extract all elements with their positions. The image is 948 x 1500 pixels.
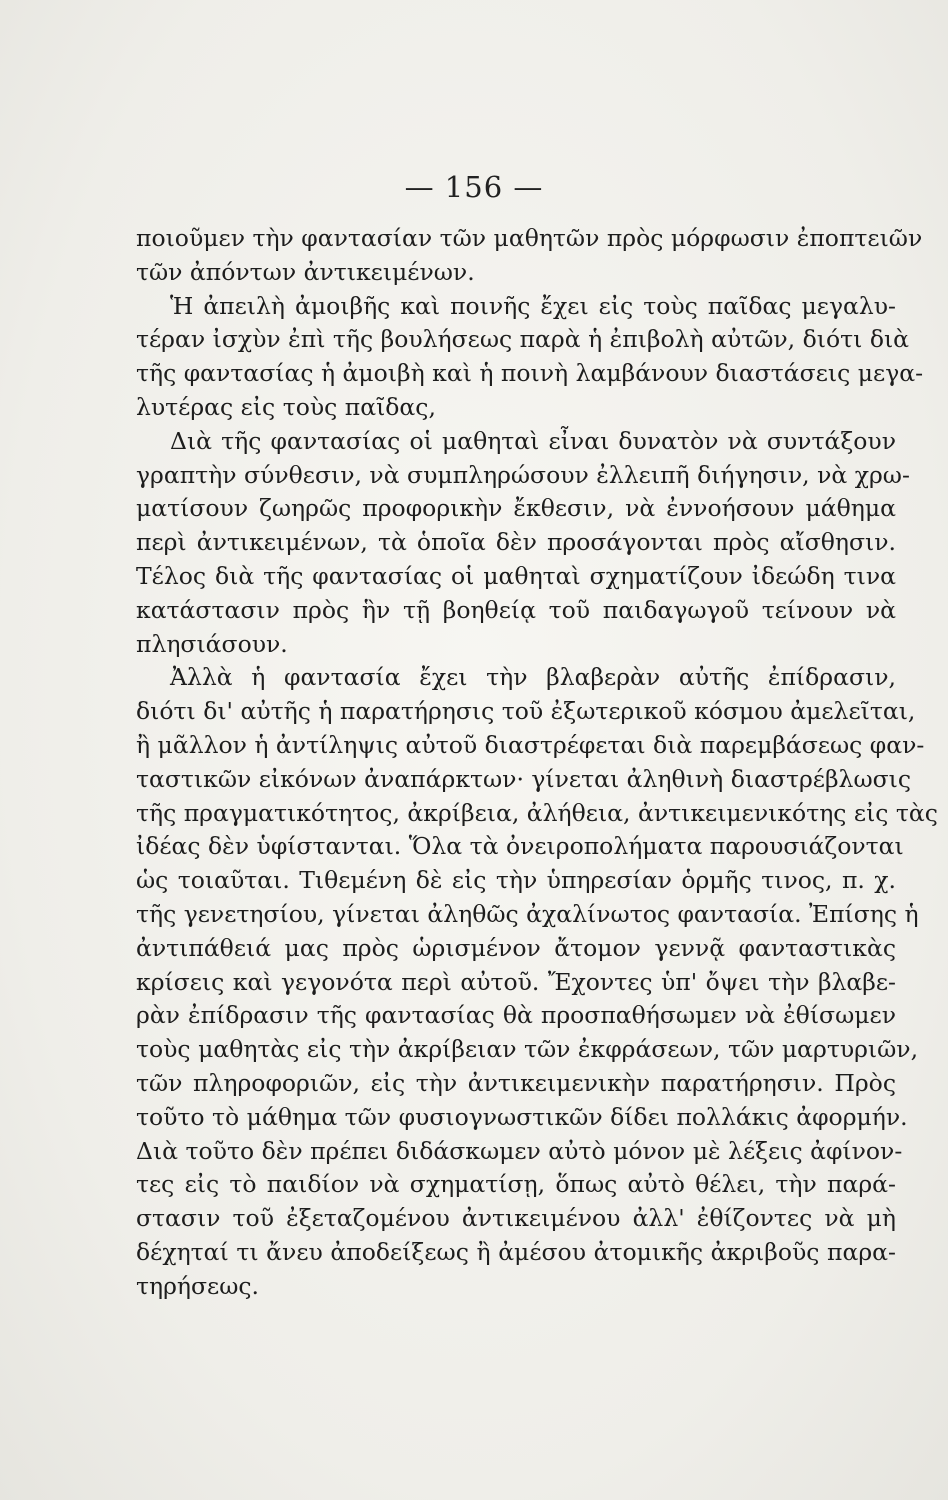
text-line: τηρήσεως. [136, 1271, 259, 1300]
text-line: Διὰ τῆς φαντασίας οἱ μαθηταὶ εἶναι δυνατὸν νὰ συντάξουν [170, 426, 896, 455]
text-line: ματίσουν ζωηρῶς προφορικὴν ἔκθεσιν, νὰ ἐννοήσουν μάθημα [136, 494, 896, 523]
text-line: περὶ ἀντικειμένων, τὰ ὁποῖα δὲν προσάγονται πρὸς αἴσθησιν. [136, 528, 896, 557]
text-line: ὡς τοιαῦται. Τιθεμένη δὲ εἰς τὴν ὑπηρεσίαν ὁρμῆς τινος, π. χ. [136, 866, 896, 895]
text-line: κρίσεις καὶ γεγονότα περὶ αὐτοῦ. Ἔχοντες ὑπ' ὄψει τὴν βλαβε- [136, 967, 896, 996]
text-line: τοὺς μαθητὰς εἰς τὴν ἀκρίβειαν τῶν ἐκφράσεων, τῶν μαρτυριῶν, [136, 1035, 919, 1064]
text-line: τέραν ἰσχὺν ἐπὶ τῆς βουλήσεως παρὰ ἡ ἐπιβολὴ αὐτῶν, διότι διὰ [136, 325, 910, 354]
text-line: τῆς γενετησίου, γίνεται ἀληθῶς ἀχαλίνωτος φαντασία. Ἐπίσης ἡ [136, 899, 919, 928]
text-line: τῶν πληροφοριῶν, εἰς τὴν ἀντικειμενικὴν παρατήρησιν. Πρὸς [136, 1068, 896, 1097]
text-line: Ἡ ἀπειλὴ ἀμοιβῆς καὶ ποινῆς ἔχει εἰς τοὺς παῖδας μεγαλυ- [170, 291, 896, 320]
text-line: τῆς πραγματικότητος, ἀκρίβεια, ἀλήθεια, ἀντικειμενικότης εἰς τὰς [136, 798, 938, 827]
text-line: ἰδέας δὲν ὑφίστανται. Ὅλα τὰ ὀνειροπολήματα παρουσιάζονται [136, 832, 904, 861]
text-line: στασιν τοῦ ἐξεταζομένου ἀντικειμένου ἀλλ' ἐθίζοντες νὰ μὴ [136, 1204, 896, 1233]
text-line: ἢ μᾶλλον ἡ ἀντίληψις αὐτοῦ διαστρέφεται διὰ παρεμβάσεως φαν- [136, 730, 925, 759]
body-text [136, 222, 938, 1304]
text-line: κατάστασιν πρὸς ἣν τῇ βοηθείᾳ τοῦ παιδαγωγοῦ τείνουν νὰ [136, 595, 896, 624]
text-line: ταστικῶν εἰκόνων ἀναπάρκτων· γίνεται ἀληθινὴ διαστρέβλωσις [136, 764, 912, 793]
text-line: τοῦτο τὸ μάθημα τῶν φυσιογνωστικῶν δίδει πολλάκις ἀφορμήν. [136, 1102, 908, 1131]
text-line: Ἀλλὰ ἡ φαντασία ἔχει τὴν βλαβερὰν αὐτῆς ἐπίδρασιν, [170, 663, 896, 692]
text-line: δέχηταί τι ἄνευ ἀποδείξεως ἢ ἀμέσου ἀτομικῆς ἀκριβοῦς παρα- [136, 1237, 896, 1266]
text-line: πλησιάσουν. [136, 629, 288, 658]
text-line: ρὰν ἐπίδρασιν τῆς φαντασίας θὰ προσπαθήσωμεν νὰ ἐθίσωμεν [136, 1001, 896, 1030]
text-line: τες εἰς τὸ παιδίον νὰ σχηματίσῃ, ὅπως αὐτὸ θέλει, τὴν παρά- [136, 1170, 896, 1199]
text-line: διότι δι' αὐτῆς ἡ παρατήρησις τοῦ ἐξωτερικοῦ κόσμου ἀμελεῖται, [136, 697, 916, 726]
text-line: Τέλος διὰ τῆς φαντασίας οἱ μαθηταὶ σχηματίζουν ἰδεώδη τινα [136, 561, 896, 590]
text-line: ἀντιπάθειά μας πρὸς ὡρισμένον ἄτομον γεννᾷ φανταστικὰς [136, 933, 896, 962]
text-line: ποιοῦμεν τὴν φαντασίαν τῶν μαθητῶν πρὸς μόρφωσιν ἐποπτειῶν [136, 224, 923, 252]
text-line: τῶν ἀπόντων ἀντικειμένων. [136, 257, 475, 286]
text-line: λυτέρας εἰς τοὺς παῖδας, [136, 392, 436, 421]
text-line: γραπτὴν σύνθεσιν, νὰ συμπληρώσουν ἐλλειπῆ διήγησιν, νὰ χρω- [136, 460, 910, 489]
text-line: Διὰ τοῦτο δὲν πρέπει διδάσκωμεν αὐτὸ μόνον μὲ λέξεις ἀφίνον- [136, 1136, 903, 1165]
page-number: — 156 — [404, 170, 544, 204]
text-line: τῆς φαντασίας ἡ ἀμοιβὴ καὶ ἡ ποινὴ λαμβάνουν διαστάσεις μεγα- [136, 359, 924, 388]
